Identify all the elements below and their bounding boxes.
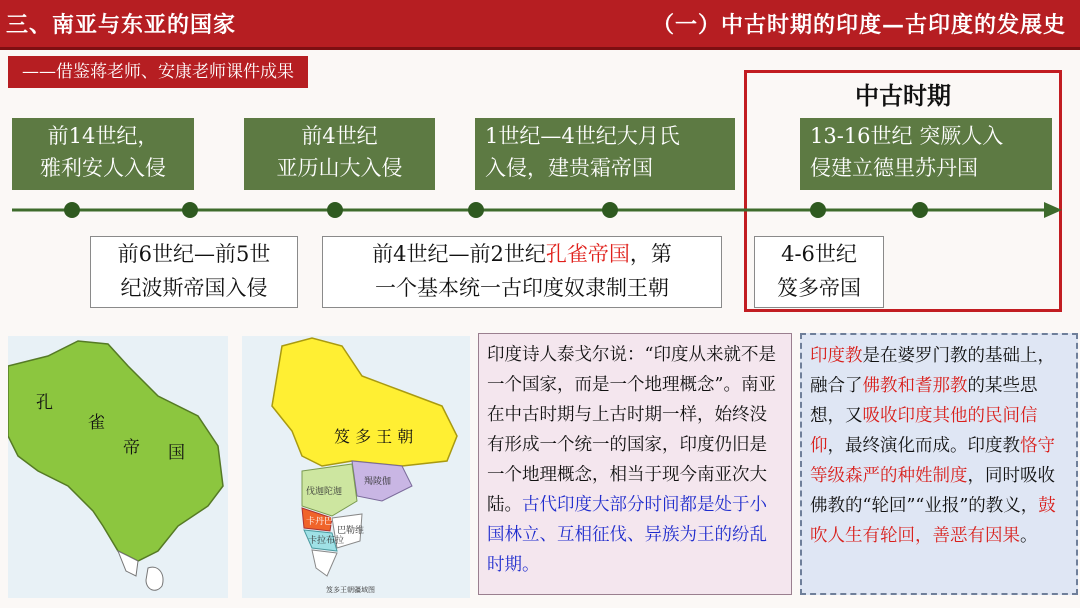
hinduism-text: ，最终演化而成。印度教 <box>827 436 1020 456</box>
sri-lanka <box>146 567 163 590</box>
map-label: 国 <box>168 443 185 463</box>
tagore-quote-box <box>478 333 792 595</box>
event-aryan-invasion <box>12 118 194 190</box>
quote-highlight: 古代印度大部分时间都是处于小国林立、互相征伐、异族为王的纷乱时期。 <box>487 495 767 575</box>
event-line: 雅利安人入侵 <box>40 156 166 180</box>
event-maurya-empire <box>322 236 722 308</box>
timeline-dot <box>810 202 826 218</box>
hinduism-box <box>800 333 1078 595</box>
maurya-highlight: 孔雀帝国 <box>545 242 630 266</box>
timeline-dot <box>468 202 484 218</box>
map-caption: 笈多王朝疆域图 <box>326 586 375 594</box>
event-line: 入侵，建贵霜帝国 <box>485 156 653 180</box>
credit-banner: ——借鉴蒋老师、安康老师课件成果 <box>8 56 308 88</box>
topic-title: （一）中古时期的印度—古印度的发展史 <box>651 12 1066 38</box>
timeline <box>0 190 1080 230</box>
section-title: 三、南亚与东亚的国家 <box>6 12 237 38</box>
event-text: ，第 <box>629 242 672 266</box>
event-line: 13-16世纪 突厥人入 <box>810 124 1004 148</box>
event-line: 一个基本统一古印度奴隶制王朝 <box>375 276 669 300</box>
event-line: 前14世纪， <box>47 124 159 148</box>
event-line: 4-6世纪 <box>781 242 857 266</box>
event-line <box>323 237 721 271</box>
hinduism-text: 的某些思想，又 <box>810 376 1038 426</box>
maurya-empire-map <box>8 336 228 598</box>
timeline-dot <box>602 202 618 218</box>
map-label: 帝 <box>123 438 140 458</box>
timeline-dot <box>182 202 198 218</box>
hinduism-highlight: 鼓吹人生有轮回，善恶有因果 <box>810 496 1056 546</box>
event-line: 1世纪—4世纪大月氏 <box>485 124 680 148</box>
hinduism-highlight: 印度教 <box>810 346 863 366</box>
timeline-dot <box>327 202 343 218</box>
map-region-label: 伐迦陀迦 <box>306 487 343 497</box>
event-gupta-empire <box>754 236 884 308</box>
map-region-label: 卡拉布拉 <box>308 536 345 546</box>
event-persian-invasion <box>90 236 298 308</box>
event-line: 笈多帝国 <box>777 276 861 300</box>
hinduism-highlight: 恪守等级森严的种姓制度 <box>810 436 1055 486</box>
map-region-label: 羯陵伽 <box>364 477 392 487</box>
event-line: 侵建立德里苏丹国 <box>810 156 978 180</box>
map-label: 雀 <box>88 413 105 433</box>
timeline-dot <box>912 202 928 218</box>
hinduism-text: 是在婆罗门教的基础上，融合了 <box>810 346 1055 396</box>
map-label: 孔 <box>36 393 53 413</box>
map-region-label: 巴勒维 <box>337 526 365 536</box>
hinduism-text: 。 <box>1020 526 1038 546</box>
hinduism-highlight: 吸收印度其他的民间信仰 <box>810 406 1038 456</box>
map-title: 笈 多 王 朝 <box>334 427 414 446</box>
event-text: 前4世纪—前2世纪 <box>372 242 546 266</box>
medieval-period-label: 中古时期 <box>855 81 951 110</box>
hinduism-text: ，同时吸收佛教的“轮回”“业报”的教义， <box>810 466 1055 516</box>
gupta-empire-map <box>242 336 470 598</box>
event-delhi-sultanate <box>800 118 1052 190</box>
event-line: 前6世纪—前5世 <box>117 242 271 266</box>
hinduism-highlight: 佛教和耆那教 <box>862 376 968 396</box>
timeline-dot <box>64 202 80 218</box>
quote-text: 印度诗人泰戈尔说：“印度从来就不是一个国家，而是一个地理概念”。南亚在中古时期与上古时期一样，始终没有形成一个统一的国家，印度仍旧是一个地理概念，相当于现今南亚次大陆。 <box>487 345 776 515</box>
timeline-arrowhead <box>1044 202 1062 218</box>
event-kushan-empire <box>475 118 735 190</box>
event-alexander-invasion <box>244 118 435 190</box>
event-line: 纪波斯帝国入侵 <box>120 276 268 300</box>
event-line: 前4世纪 <box>301 124 378 148</box>
map-region-label: 卡丹巴 <box>306 517 334 527</box>
event-line: 亚历山大入侵 <box>276 156 403 180</box>
